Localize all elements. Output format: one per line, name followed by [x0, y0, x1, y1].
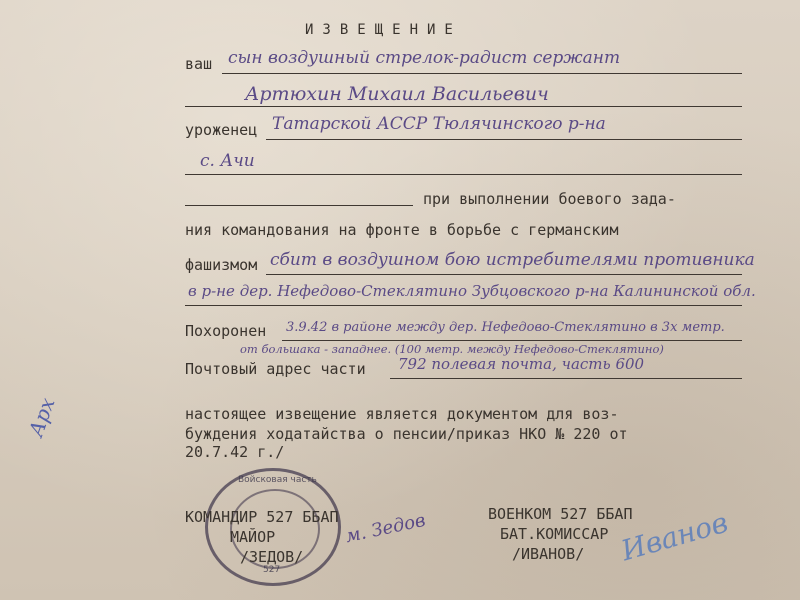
text-combat-task: при выполнении боевого зада- [423, 190, 676, 208]
commander-title: КОМАНДИР 527 ББАП [185, 508, 339, 526]
handwritten-postal-address: 792 полевая почта, часть 600 [398, 355, 645, 373]
handwritten-location: в р-не дер. Нефедово-Стеклятино Зубцовского р-на Калининской обл. [188, 282, 756, 300]
label-postal-address: Почтовый адрес части [185, 360, 366, 378]
underline-row11 [390, 378, 742, 379]
notice-line-2: буждения ходатайства о пенсии/приказ НКО № 220 от [185, 425, 628, 443]
stamp-top-text: Войсковая часть [238, 475, 317, 485]
handwritten-burial-place: 3.9.42 в районе между дер. Нефедово-Стеклятино в 3х метр. [286, 320, 725, 335]
underline-row9 [282, 340, 742, 341]
document-title: ИЗВЕЩЕНИЕ [305, 22, 462, 38]
stamp-bottom-text: 527 [263, 565, 281, 575]
label-pokhoronen: Похоронен [185, 322, 267, 340]
underline-row4 [185, 174, 742, 175]
handwritten-full-name: Артюхин Михаил Васильевич [245, 83, 549, 105]
text-command-front: ния командования на фронте в борьбе с германским [185, 221, 619, 239]
handwritten-village: с. Ачи [200, 151, 255, 171]
handwritten-birthplace: Татарской АССР Тюлячинского р-на [272, 114, 606, 134]
commissar-rank: БАТ.КОМИССАР [500, 525, 609, 543]
commander-signature: м. Зедов [343, 509, 428, 548]
underline-row2 [185, 106, 742, 107]
commander-name: /ЗЕДОВ/ [240, 548, 304, 566]
margin-archive-note: Арх [23, 394, 60, 440]
underline-row1 [222, 73, 742, 74]
underline-row8 [185, 305, 742, 306]
handwritten-circumstances: сбит в воздушном бою истребителями противника [270, 250, 755, 270]
commissar-name: /ИВАНОВ/ [512, 545, 585, 563]
label-urozhenets: уроженец [185, 121, 258, 139]
notice-line-1: настоящее извещение является документом для воз- [185, 405, 619, 423]
official-stamp [205, 468, 341, 586]
handwritten-relation: сын воздушный стрелок-радист сержант [228, 48, 621, 68]
commissar-signature: Иванов [617, 505, 732, 568]
label-fashizmom: фашизмом [185, 256, 258, 274]
underline-row5 [185, 205, 413, 206]
notice-line-3: 20.7.42 г./ [185, 443, 285, 461]
underline-row7 [266, 274, 742, 275]
underline-row3 [266, 139, 742, 140]
label-vash: ваш [185, 55, 213, 73]
commander-rank: МАЙОР [230, 528, 276, 546]
handwritten-burial-detail: от большака - западнее. (100 метр. между Нефедово-Стеклятино) [240, 342, 664, 356]
commissar-title: ВОЕНКОМ 527 ББАП [488, 505, 633, 523]
